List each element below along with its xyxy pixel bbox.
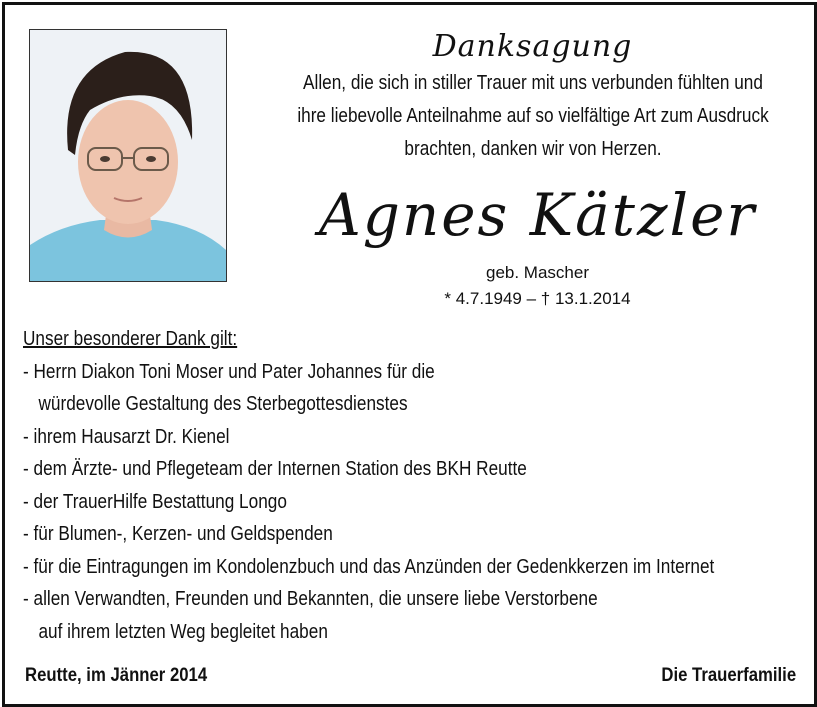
thanks-section <box>23 323 813 648</box>
signature: Die Trauerfamilie <box>661 665 796 686</box>
portrait-photo <box>29 29 227 282</box>
intro-line: Allen, die sich in stiller Trauer mit uns verbunden fühlten und <box>303 72 763 94</box>
thanks-line: - Herrn Diakon Toni Moser und Pater Johannes für die <box>23 360 435 383</box>
thanks-line: auf ihrem letzten Weg begleitet haben <box>38 620 328 643</box>
life-dates: * 4.7.1949 – † 13.1.2014 <box>444 289 631 308</box>
portrait-image <box>30 30 226 281</box>
thanks-line: - ihrem Hausarzt Dr. Kienel <box>23 425 230 448</box>
deceased-name: Agnes Kätzler <box>318 181 757 249</box>
notice-title: Danksagung <box>432 29 633 64</box>
notice-frame <box>2 2 817 707</box>
header-block <box>255 27 810 166</box>
thanks-line: - dem Ärzte- und Pflegeteam der Internen Station des BKH Reutte <box>23 458 527 480</box>
intro-line: ihre liebevolle Anteilnahme auf so vielfältige Art zum Ausdruck <box>297 105 769 127</box>
intro-text <box>258 67 808 166</box>
intro-line: brachten, danken wir von Herzen. <box>404 138 662 160</box>
thanks-line: würdevolle Gestaltung des Sterbegottesdienstes <box>38 393 408 415</box>
thanks-line: - für die Eintragungen im Kondolenzbuch und das Anzünden der Gedenkkerzen im Internet <box>23 555 715 578</box>
thanks-line: - der TrauerHilfe Bestattung Longo <box>23 490 287 513</box>
thanks-line: - für Blumen-, Kerzen- und Geldspenden <box>23 523 333 545</box>
thanks-line: - allen Verwandten, Freunden und Bekannten, die unsere liebe Verstorbene <box>23 588 598 610</box>
maiden-name: geb. Mascher <box>486 263 589 282</box>
thanks-heading: Unser besonderer Dank gilt: <box>23 328 238 350</box>
place-date: Reutte, im Jänner 2014 <box>25 665 208 686</box>
